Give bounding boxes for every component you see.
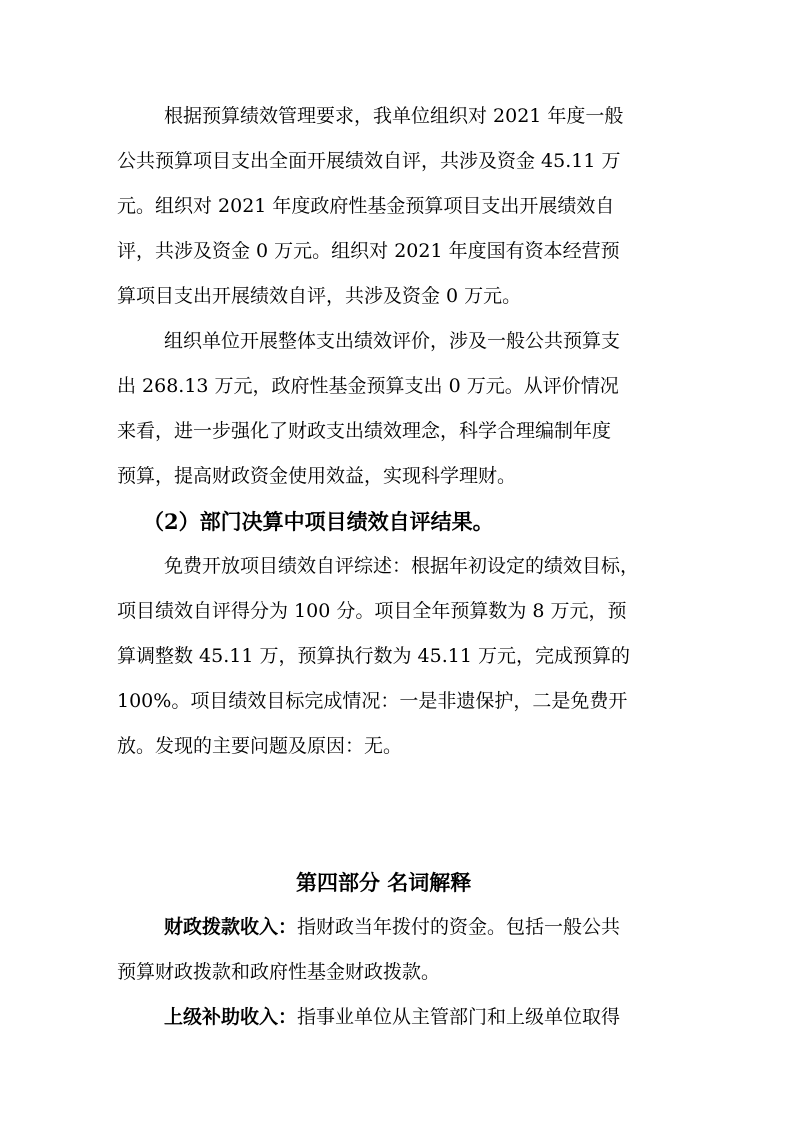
para2-line1: 组织单位开展整体支出绩效评价，涉及一般公共预算支: [164, 330, 621, 352]
term2-definition-part1: 指事业单位从主管部门和上级单位取得: [297, 1006, 621, 1028]
para1-line4: 评，共涉及资金 0 万元。组织对 2021 年度国有资本经营预: [117, 240, 620, 262]
term2-line1: [164, 1005, 620, 1029]
para2-line2: 出 268.13 万元，政府性基金预算支出 0 万元。从评价情况: [117, 375, 619, 397]
para3-line2: 项目绩效自评得分为 100 分。项目全年预算数为 8 万元，预: [117, 600, 627, 622]
para2-line4: 预算，提高财政资金使用效益，实现科学理财。: [117, 465, 517, 487]
term2-label: 上级补助收入：: [164, 1006, 298, 1028]
para3-line1: 免费开放项目绩效自评综述：根据年初设定的绩效目标，: [164, 555, 640, 577]
para2-line3: 来看，进一步强化了财政支出绩效理念，科学合理编制年度: [117, 420, 612, 442]
para1-line5: 算项目支出开展绩效自评，共涉及资金 0 万元。: [117, 285, 522, 307]
para3-line3: 算调整数 45.11 万，预算执行数为 45.11 万元，完成预算的: [117, 645, 630, 667]
para1-line2: 公共预算项目支出全面开展绩效自评，共涉及资金 45.11 万: [117, 150, 621, 172]
term1-line2: 预算财政拨款和政府性基金财政拨款。: [117, 961, 441, 983]
term1-line1: [164, 915, 620, 939]
term1-definition-part1: 指财政当年拨付的资金。包括一般公共: [297, 916, 621, 938]
para1-line3: 元。组织对 2021 年度政府性基金预算项目支出开展绩效自: [117, 195, 615, 217]
para1-line1: 根据预算绩效管理要求，我单位组织对 2021 年度一般: [164, 105, 624, 127]
section-heading-project-results: （2）部门决算中项目绩效自评结果。: [143, 509, 494, 534]
part4-title: 第四部分 名词解释: [296, 870, 472, 895]
term1-label: 财政拨款收入：: [164, 916, 298, 938]
para3-line5: 放。发现的主要问题及原因：无。: [117, 735, 403, 757]
para3-line4: 100%。项目绩效目标完成情况：一是非遗保护，二是免费开: [117, 690, 628, 712]
